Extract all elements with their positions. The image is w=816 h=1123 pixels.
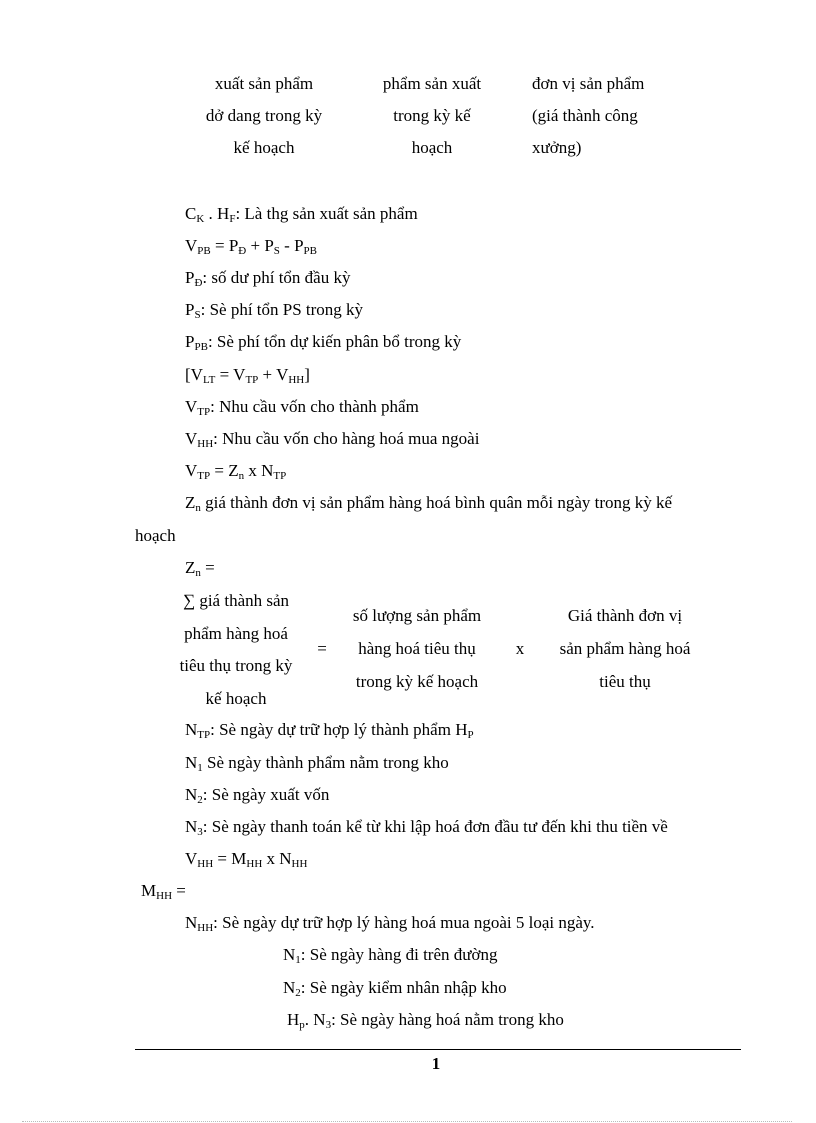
text-line: $N_{HH}$: Sè ngày dự trữ hợp lý hàng hoá mua ngoài 5 loại ngày. <box>185 913 595 934</box>
text-line: $N_{TP}$: Sè ngày dự trữ hợp lý thành phẩm $H_P$ <box>185 720 474 741</box>
table-cell: phẩm sản xuất <box>382 74 482 93</box>
text-line: $P_Đ$: số dư phí tổn đầu kỳ <box>185 268 351 289</box>
page-edge-divider <box>22 1121 792 1122</box>
text-line: $N_3$: Sè ngày thanh toán kể từ khi lập hoá đơn đầu tư đến khi thu tiền về <box>185 817 668 838</box>
text-line: $Z_n$ giá thành đơn vị sản phẩm hàng hoá bình quân mỗi ngày trong kỳ kế <box>185 493 673 514</box>
formula-line: $V_{PB} = P_Đ + P_S - P_{PB}$ <box>185 236 318 257</box>
text-line: $C_K$ . $H_F$: Là thg sản xuất sản phẩm <box>185 204 418 225</box>
table-cell: dở dang trong kỳ <box>205 106 323 125</box>
table-cell: đơn vị sản phẩm <box>532 74 645 93</box>
formula-right: Giá thành đơn vị <box>567 606 683 625</box>
text-line: $N_2$: Sè ngày kiểm nhân nhập kho <box>283 978 507 999</box>
table-cell: (giá thành công <box>532 106 638 125</box>
table-cell: trong kỳ kế <box>393 106 471 125</box>
page-number: 1 <box>431 1054 441 1073</box>
formula-line: $V_{TP} = Z_n$ x $N_{TP}$ <box>185 461 287 482</box>
text-line: $H_p$. $N_3$: Sè ngày hàng hoá nằm trong kho <box>287 1010 564 1031</box>
formula-line: $Z_n$ = <box>185 558 215 579</box>
text-line: $N_1$: Sè ngày hàng đi trên đường <box>283 945 498 966</box>
equals-sign: = <box>317 639 327 658</box>
formula-left: ∑ giá thành sản <box>182 591 290 610</box>
formula-line: $M_{HH}$ = <box>141 881 186 902</box>
text-line: $P_{PB}$: Sè phí tổn dự kiến phân bổ trong kỳ <box>185 332 462 353</box>
formula-left: kế hoạch <box>205 689 267 708</box>
table-cell: xuất sản phẩm <box>214 74 314 93</box>
text-line: $N_1$ Sè ngày thành phẩm nằm trong kho <box>185 753 449 774</box>
formula-right: sản phẩm hàng hoá <box>559 639 691 658</box>
times-sign: x <box>515 639 525 658</box>
table-cell: hoạch <box>411 138 453 157</box>
table-cell: xưởng) <box>532 138 582 157</box>
formula-right: tiêu thụ <box>599 672 651 691</box>
formula-left: tiêu thụ trong kỳ <box>179 656 293 675</box>
formula-line: $[V_{LT} = V_{TP} + V_{HH}]$ <box>185 365 310 386</box>
text-line: $N_2$: Sè ngày xuất vốn <box>185 785 330 806</box>
formula-mid: hàng hoá tiêu thụ <box>358 639 476 658</box>
table-cell: kế hoạch <box>233 138 295 157</box>
formula-line: $V_{HH} = M_{HH}$ x $N_{HH}$ <box>185 849 308 870</box>
text-line: $V_{TP}$: Nhu cầu vốn cho thành phẩm <box>185 397 419 418</box>
formula-left: phẩm hàng hoá <box>184 624 288 643</box>
formula-mid: số lượng sản phẩm <box>352 606 482 625</box>
footer-rule <box>135 1049 741 1050</box>
text-line: hoạch <box>135 526 176 545</box>
text-line: $V_{HH}$: Nhu cầu vốn cho hàng hoá mua ngoài <box>185 429 480 450</box>
text-line: $P_S$: Sè phí tổn PS trong kỳ <box>185 300 364 321</box>
formula-mid: trong kỳ kế hoạch <box>355 672 479 691</box>
